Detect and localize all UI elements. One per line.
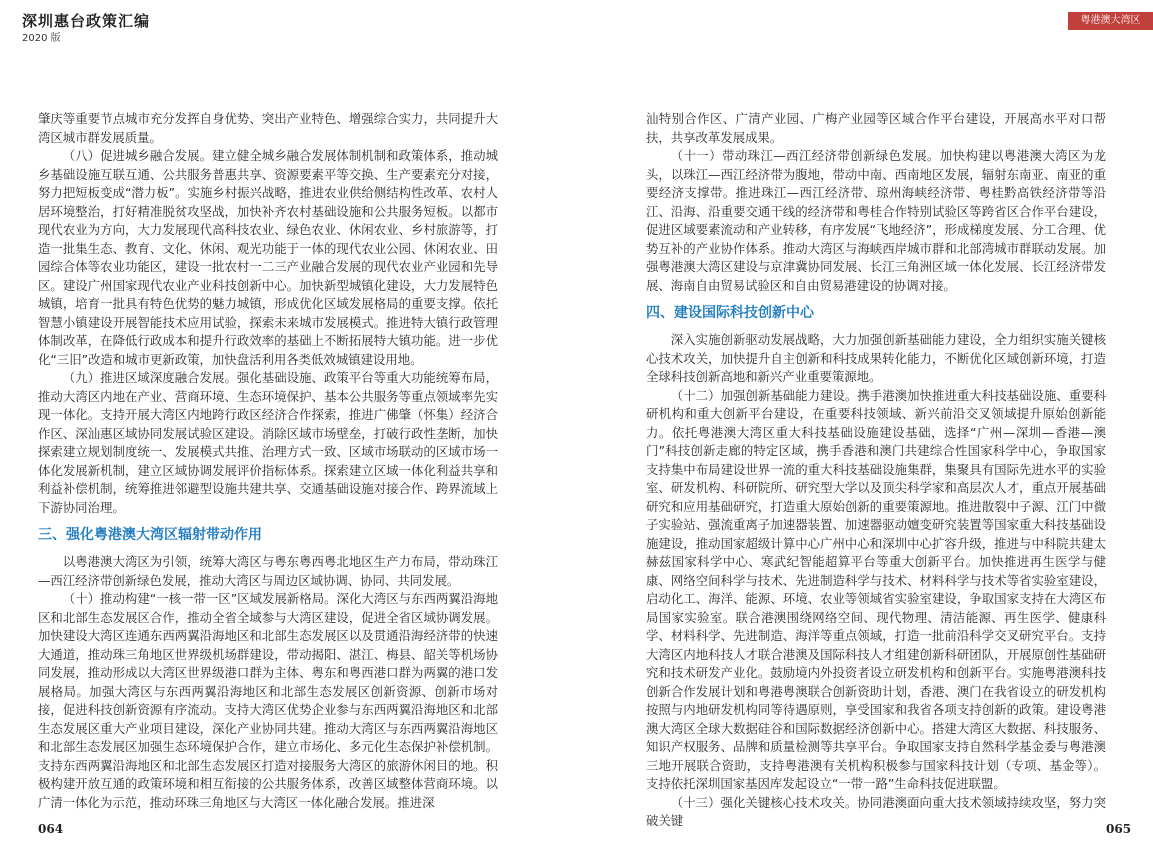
paragraph: （十）推动构建“一核一带一区”区域发展新格局。深化大湾区与东西两翼沿海地区和北部生态发展区合作，推动全省全域参与大湾区建设，促进全省区域协调发展。加快建设大湾区连通东西两翼沿海地区和北部生态发展区以及贯通沿海经济带的快速大通道，推动珠三角地区世界级机场群建设，带动揭阳、湛江、梅县、韶关等机场协同发展，推动形成以大湾区世界级港口群为主体、粤东和粤西港口群为两翼的港口发展格局。加强大湾区与东西两翼沿海地区和北部生态发展区创新资源、创新市场对接，促进科技创新资源有序流动。支持大湾区优势企业参与东西两翼沿海地区和北部生态发展区重大产业项目建设，深化产业协同共建。推动大湾区与东西两翼沿海地区和北部生态发展区加强生态环境保护合作，建立市场化、多元化生态保护补偿机制。支持东西两翼沿海地区和北部生态发展区打造对接服务大湾区的旅游休闲目的地。积极构建开放互通的政策环境和相互衔接的公共服务体系，改善区域整体营商环境。以广清一体化为示范，推动环珠三角地区与大湾区一体化融合发展。推进深 (38, 591, 498, 810)
paragraph: （十一）带动珠江—西江经济带创新绿色发展。加快构建以粤港澳大湾区为龙头，以珠江—西江经济带为腹地，带动中南、西南地区发展，辐射东南亚、南亚的重要经济支撑带。推进珠江—西江经济带、琼州海峡经济带、粤桂黔高铁经济带等沿江、沿海、沿重要交通干线的经济带和粤桂合作特别试验区等跨省区合作平台建设，促进区域要素流动和产业转移，有序发展“飞地经济”，形成梯度发展、分工合理、优势互补的产业协作体系。推动大湾区与海峡西岸城市群和北部湾城市群联动发展。加强粤港澳大湾区建设与京津冀协同发展、长江三角洲区域一体化发展、长江经济带发展、海南自由贸易试验区和自由贸易港建设的协调对接。 (646, 148, 1106, 293)
left-page (38, 110, 498, 812)
right-page (646, 110, 1106, 831)
paragraph: 以粤港澳大湾区为引领，统筹大湾区与粤东粤西粤北地区生产力布局，带动珠江—西江经济带创新绿色发展，推动大湾区与周边区域协调、协同、共同发展。 (38, 554, 498, 588)
paragraph: 肇庆等重要节点城市充分发挥自身优势、突出产业特色、增强综合实力，共同提升大湾区城市群发展质量。 (38, 111, 498, 145)
paragraph: （八）促进城乡融合发展。建立健全城乡融合发展体制机制和政策体系，推动城乡基础设施互联互通、公共服务普惠共享、资源要素平等交换、生产要素充分对接，努力把短板变成“潜力板”。实施乡村振兴战略，推进农业供给侧结构性改革、农村人居环境整治，打好精准脱贫攻坚战，加快补齐农村基础设施和公共服务短板。以都市现代农业为方向，大力发展现代高科技农业、绿色农业、休闲农业、乡村旅游等，打造一批集生态、教育、文化、休闲、观光功能于一体的现代农业公园、休闲农业、田园综合体等农业功能区，建设一批农村一二三产业融合发展的现代农业产业园和先导区。建设广州国家现代农业产业科技创新中心。加快新型城镇化建设，大力发展特色城镇，培育一批具有特色优势的魅力城镇，形成优化区域发展格局的重要支撑。依托智慧小镇建设开展智能技术应用试验，探索未来城市发展模式。推进特大镇行政管理体制改革，在降低行政成本和提升行政效率的基础上不断拓展特大镇功能。进一步优化“三旧”改造和城市更新政策，加快盘活利用各类低效城镇建设用地。 (38, 148, 498, 367)
edition-year: 2020 版 (22, 33, 61, 44)
section-badge: 粤港澳大湾区 (1068, 12, 1153, 30)
paragraph: （十三）强化关键核心技术攻关。协同港澳面向重大技术领域持续攻坚，努力突破关键 (646, 794, 1106, 828)
paragraph: 深入实施创新驱动发展战略，大力加强创新基础能力建设，全力组织实施关键核心技术攻关，加快提升自主创新和科技成果转化能力，不断优化区域创新环境，打造全球科技创新高地和新兴产业重要策源地。 (646, 332, 1106, 384)
section-heading: 四、建设国际科技创新中心 (646, 305, 814, 321)
paragraph: （十二）加强创新基础能力建设。携手港澳加快推进重大科技基础设施、重要科研机构和重大创新平台建设，在重要科技领域、新兴前沿交叉领域提升原始创新能力。依托粤港澳大湾区重大科技基础设施建设基础，选择“广州—深圳—香港—澳门”科技创新走廊的特定区域，携手香港和澳门共建综合性国家科学中心，争取国家支持集中布局建设世界一流的重大科技基础设施集群，集聚具有国际先进水平的实验室、研发机构、科研院所、研究型大学以及顶尖科学家和高层次人才，重点开展基础研究和应用基础研究，打造重大原始创新的重要策源地。推进散裂中子源、江门中微子实验站、强流重离子加速器装置、加速器驱动嬗变研究装置等国家重大科技基础设施建设，推动国家超级计算中心广州中心和深圳中心扩容升级，推进与中科院共建太赫兹国家科学中心、寒武纪智能超算平台等重大创新平台。加快推进再生医学与健康、网络空间科学与技术、先进制造科学与技术、材料科学与技术等省实验室建设，启动化工、海洋、能源、环境、农业等领域省实验室建设，争取国家支持在大湾区布局国家实验室。联合港澳围绕网络空间、现代物理、清洁能源、再生医学、健康科学、材料科学、先进制造、海洋等重点领域，打造一批前沿科学交叉研究平台。支持大湾区内地科技人才联合港澳及国际科技人才组建创新科研团队，开展原创性基础研究和技术研发产业化。鼓励境内外投资者设立研发机构和创新平台。实施粤港澳科技创新合作发展计划和粤港粤澳联合创新资助计划，香港、澳门在我省设立的研发机构按照与内地研发机构同等待遇原则，享受国家和我省各项支持创新的政策。建设粤港澳大湾区全球大数据硅谷和国际数据经济创新中心。搭建大湾区大数据、科技服务、知识产权服务、品牌和质量检测等共享平台。争取国家支持自然科学基金委与粤港澳三地开展联合资助，支持粤港澳有关机构积极参与国家科技计划（专项、基金等）。支持依托深圳国家基因库发起设立“一带一路”生命科技促进联盟。 (646, 387, 1106, 791)
page-number-left: 064 (38, 822, 64, 836)
paragraph: （九）推进区域深度融合发展。强化基础设施、政策平台等重大功能统筹布局，推动大湾区内地在产业、营商环境、生态环境保护、基本公共服务等重点领域率先实现一体化。支持开展大湾区内地跨行政区经济合作探索，推进广佛肇（怀集）经济合作区、深汕惠区域协同发展试验区建设。消除区域市场壁垒，打破行政性垄断，加快探索建立规划制度统一、发展模式共推、治理方式一致、区域市场联动的区域市场一体化发展新机制，建立区域协调发展评价指标体系。探索建立区域一体化利益共享和利益补偿机制，统筹推进邻避型设施共建共享、交通基础设施对接合作、跨界流域上下游协同治理。 (38, 370, 498, 515)
page-number-right: 065 (1106, 822, 1132, 836)
book-title: 深圳惠台政策汇编 (22, 12, 151, 30)
paragraph: 汕特别合作区、广清产业园、广梅产业园等区域合作平台建设，开展高水平对口帮扶，共享改革发展成果。 (646, 111, 1106, 145)
section-heading: 三、强化粤港澳大湾区辐射带动作用 (38, 527, 262, 543)
